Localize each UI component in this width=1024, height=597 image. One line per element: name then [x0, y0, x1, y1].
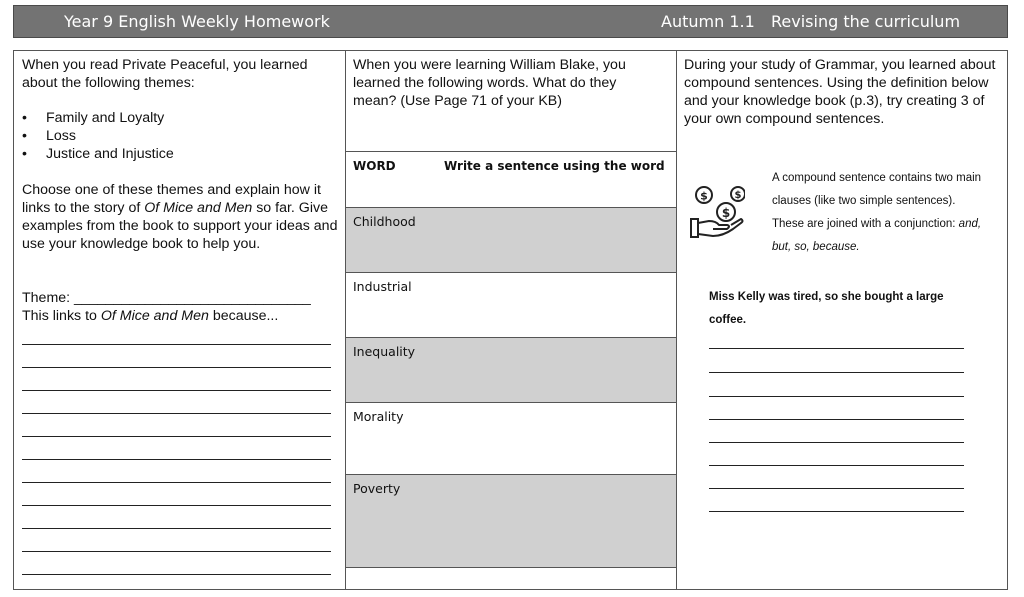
vocab-word: Inequality [353, 344, 416, 359]
vocab-intro: When you were learning William Blake, you learned the following words. What do they mean? (Use Page 71 of your KB) [353, 57, 626, 109]
themes-panel [13, 50, 346, 590]
sentence-line[interactable] [709, 419, 964, 420]
svg-text:$: $ [721, 206, 731, 220]
answer-line[interactable] [22, 482, 331, 483]
sentence-line[interactable] [709, 511, 964, 512]
answer-line[interactable] [22, 528, 331, 529]
homework-title: Year 9 English Weekly Homework [64, 12, 330, 31]
theme-item: • Family and Loyalty [22, 109, 174, 127]
vocab-word: Poverty [353, 481, 401, 496]
answer-line[interactable] [22, 367, 331, 368]
vocab-word: Industrial [353, 279, 412, 294]
vocabulary-panel [345, 50, 677, 590]
theme-item: • Loss [22, 127, 174, 145]
sentence-column-header: Write a sentence using the word [444, 159, 665, 173]
topic-label: Revising the curriculum [771, 12, 961, 31]
vocab-row[interactable] [346, 272, 676, 337]
vocab-row-empty [346, 567, 676, 597]
svg-text:$: $ [700, 189, 708, 203]
sentence-line[interactable] [709, 372, 964, 373]
page-header [13, 5, 1008, 38]
sentence-line[interactable] [709, 396, 964, 397]
theme-item: • Justice and Injustice [22, 145, 174, 163]
answer-line[interactable] [22, 436, 331, 437]
vocab-row[interactable] [346, 474, 676, 567]
vocab-table-header [346, 151, 676, 207]
sentence-line[interactable] [709, 348, 964, 349]
sentence-line[interactable] [709, 442, 964, 443]
grammar-panel [676, 50, 1008, 590]
answer-line[interactable] [22, 459, 331, 460]
links-prompt: This links to Of Mice and Men because... [22, 308, 279, 324]
svg-text:$: $ [734, 190, 742, 201]
answer-line[interactable] [22, 574, 331, 575]
grammar-intro: During your study of Grammar, you learned about compound sentences. Using the definition below and your knowledge book (p.3), try creating 3 of your own compound sentences. [684, 57, 996, 127]
vocab-row[interactable] [346, 402, 676, 474]
sentence-line[interactable] [709, 488, 964, 489]
themes-task: Choose one of these themes and explain how it links to the story of Of Mice and Men so far. Give examples from the book to support your ideas and use your knowledge book to help you. [22, 182, 338, 252]
answer-line[interactable] [22, 413, 331, 414]
answer-line[interactable] [22, 505, 331, 506]
sentence-line[interactable] [709, 465, 964, 466]
example-sentence: Miss Kelly was tired, so she bought a large coffee. [709, 291, 944, 326]
themes-intro: When you read Private Peaceful, you learned about the following themes: [22, 57, 308, 91]
vocab-row[interactable] [346, 207, 676, 272]
vocab-word: Morality [353, 409, 404, 424]
term-label: Autumn 1.1 [661, 12, 755, 31]
hand-coins-icon [689, 181, 745, 241]
answer-line[interactable] [22, 344, 331, 345]
themes-list [22, 109, 174, 163]
compound-definition: A compound sentence contains two main clauses (like two simple sentences). These are joined with a conjunction: and, but, so, because. [772, 172, 982, 253]
answer-line[interactable] [22, 390, 331, 391]
word-column-header: WORD [353, 159, 396, 173]
vocab-word: Childhood [353, 214, 416, 229]
vocab-row[interactable] [346, 337, 676, 402]
theme-blank[interactable]: Theme: ______________________________ [22, 290, 311, 306]
answer-line[interactable] [22, 551, 331, 552]
